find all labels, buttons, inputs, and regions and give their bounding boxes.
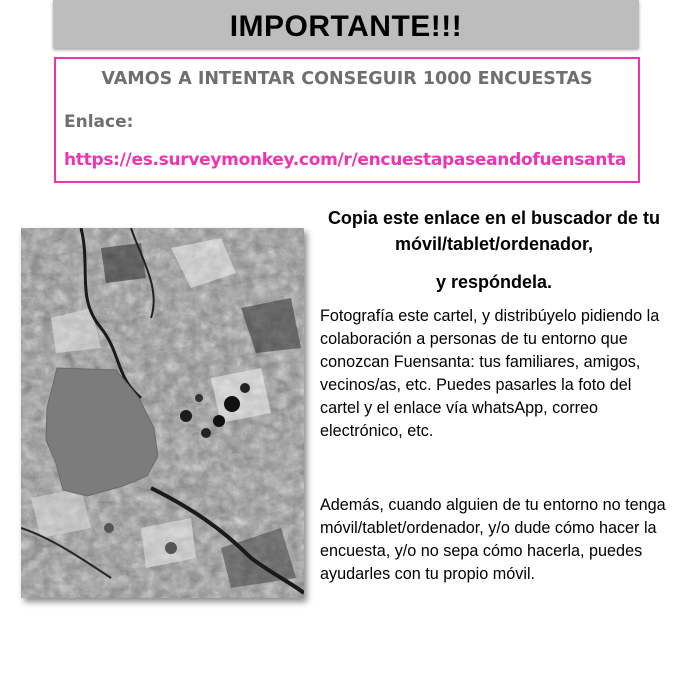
instructions-title: Copia este enlace en el buscador de tu móvil/tablet/ordenador, — [327, 208, 661, 254]
survey-link[interactable]: https://es.surveymonkey.com/r/encuestapaseandofuensanta — [64, 150, 627, 170]
header-banner — [53, 0, 639, 48]
survey-box — [54, 57, 640, 183]
aerial-map-image — [21, 228, 304, 598]
instructions-subtitle: y respóndela. — [435, 272, 553, 292]
survey-heading: VAMOS A INTENTAR CONSEGUIR 1000 ENCUESTAS — [101, 69, 593, 89]
instructions-paragraph-1: Fotografía este cartel, y distribúyelo pidiendo la colaboración a personas de tu entorno que conozcan Fuensanta: tus familiares, amigos, vecinos/as, etc. Puedes pasarles la foto del cartel y el enlace vía whatsApp, correo electrónico, etc. — [320, 307, 660, 440]
link-label: Enlace: — [64, 112, 134, 132]
banner-title: IMPORTANTE!!! — [229, 10, 463, 43]
instructions-paragraph-2: Además, cuando alguien de tu entorno no tenga móvil/tablet/ordenador, y/o dude cómo hacer la encuesta, y/o no sepa cómo hacerla, puedes ayudarles con tu propio móvil. — [320, 496, 666, 583]
